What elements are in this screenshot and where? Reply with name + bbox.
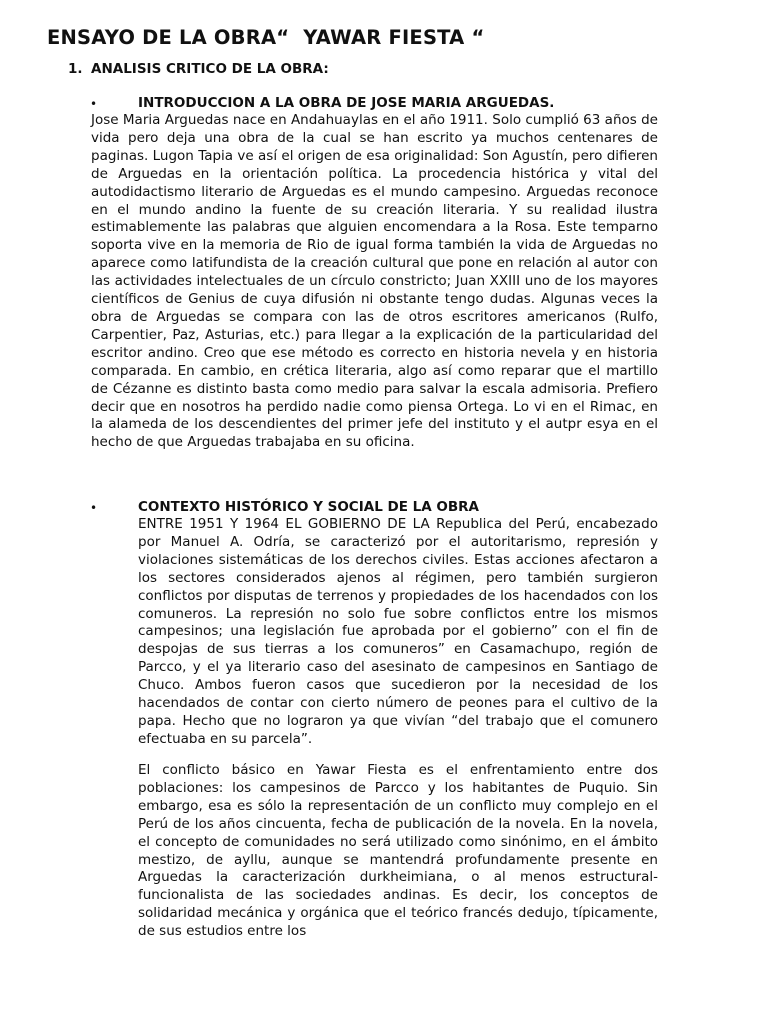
paragraph-contexto-2: El conflicto básico en Yawar Fiesta es el enfrentamiento entre dos poblaciones: los campesinos de Parcco y los habitantes de Puquio. Sin embargo, esa es sólo la representación de un conflicto muy complejo en el Perú de los años cincuenta, fecha de publicación de la novela. En la novela, el concepto de comunidades no será utilizado como sinónimo, en el ámbito mestizo, de ayllu, aunque se mantendrá profundamente presente en Arguedas la caracterización durkheimiana, o al menos estructural-funcionalista de las sociedades andinas. Es decir, los conceptos de solidaridad mecánica y orgánica que el teórico francés dedujo, típicamente, de sus estudios entre los [138,762,658,940]
bullet-icon: • [90,501,98,515]
section-heading-text: ANALISIS CRITICO DE LA OBRA: [91,61,329,77]
subsection-heading-contexto: CONTEXTO HISTÓRICO Y SOCIAL DE LA OBRA [138,499,479,515]
section-number: 1. [68,61,83,77]
paragraph-introduccion: Jose Maria Arguedas nace en Andahuaylas en el año 1911. Solo cumplió 63 años de vida pero deja una obra de la cual se han escrito ya muchos centenares de paginas. Lugon Tapia ve así el origen de esa originalidad: Son Agustín, pero difieren de Arguedas en la orientación política. La procedencia histórica y vital del autodidactismo literario de Arguedas es el mundo campesino. Arguedas reconoce en el mundo andino la fuente de su creación literaria. Y su realidad ilustra estimablemente las palabras que alguien encomendara a la Rosa. Este temparno soporta vive en la memoria de Rio de igual forma también la vida de Arguedas no aparece como latifundista de la creación cultural que pone en relación al autor con las actividades intelectuales de un círculo constricto; Juan XXIII uno de los mayores científicos de Genius de cuya difusión ni obstante tengo dudas. Algunas veces la obra de Arguedas se compara con las de otros escritores americanos (Rulfo, Carpentier, Paz, Asturias, etc.) para llegar a la explicación de la particularidad del escritor andino. Creo que ese método es correcto en historia nevela y en historia comparada. En cambio, en crética literaria, algo así como reparar que el martillo de Cézanne es distinto basta como medio para salvar la escala admisoria. Prefiero decir que en nosotros ha perdido nadie como piensa Ortega. Lo vi en el Rimac, en la alameda de los descendientes del primer jefe del instituto y el autpr esya en el hecho de que Arguedas trabajaba en su oficina. [91,112,658,451]
section-heading [68,60,329,78]
bullet-icon: • [90,97,98,111]
paragraph-contexto-1: ENTRE 1951 Y 1964 EL GOBIERNO DE LA Republica del Perú, encabezado por Manuel A. Odría, se caracterizó por el autoritarismo, represión y violaciones sistemáticas de los derechos civiles. Estas acciones afectaron a los sectores considerados ajenos al régimen, pero también surgieron conflictos por disputas de terrenos y propiedades de los hacendados con los comuneros. La represión no solo fue sobre conflictos entre los mismos campesinos; una legislación fue aprobada por el gobierno” con el fin de despojas de sus tierras a los comuneros” en Casamachupo, región de Parcco, y el ya literario caso del asesinato de campesinos en Santiago de Chuco. Ambos fueron casos que sucedieron por la necesidad de los hacendados de contar con cierto número de peones para el cultivo de la papa. Hecho que no lograron ya que vivían “del trabajo que el comunero efectuaba en su parcela”. [138,516,658,747]
subsection-heading-introduccion: INTRODUCCION A LA OBRA DE JOSE MARIA ARGUEDAS. [138,95,555,111]
document-title: ENSAYO DE LA OBRA“ YAWAR FIESTA “ [47,26,485,49]
